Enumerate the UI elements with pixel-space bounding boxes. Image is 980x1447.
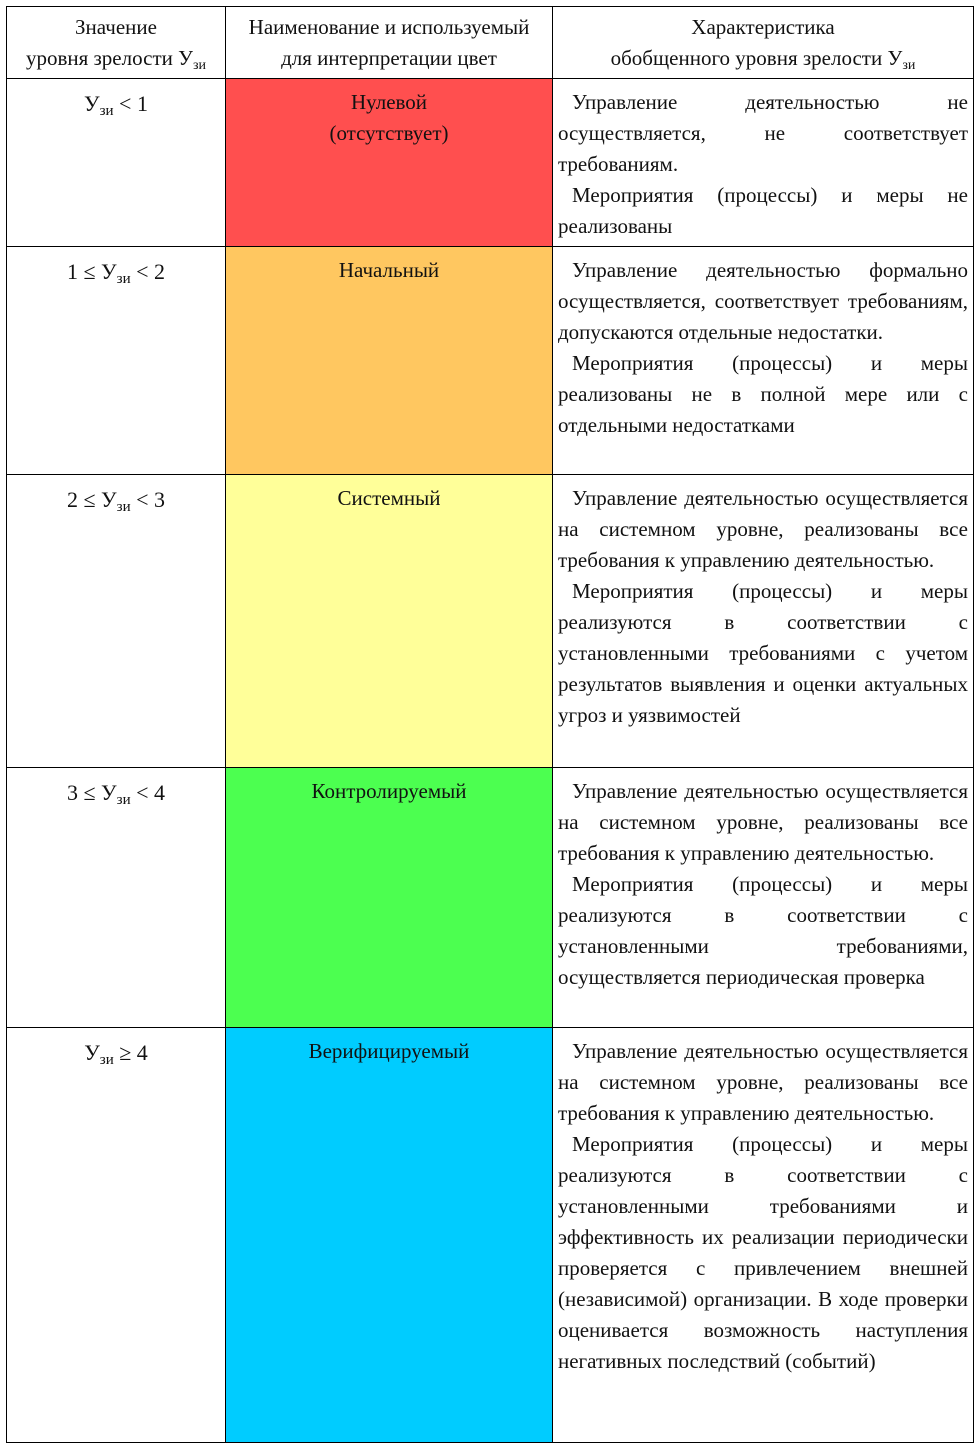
maturity-value-cell: $3 \le У_{зи} < 4$ <box>7 768 226 1028</box>
header-name-color: Наименование и используемый для интерпретации цвет <box>226 7 553 79</box>
level-description-cell: Управление деятельностью формально осуществляется, соответствует требованиям, допускаются отдельные недостатки. Мероприятия (процессы) и меры реализованы не в полной мере или с отдельными недостатками <box>553 247 974 475</box>
level-name-cell: Начальный <box>226 247 553 475</box>
level-description-cell: Управление деятельностью не осуществляется, не соответствует требованиям. Мероприятия (процессы) и меры не реализованы <box>553 79 974 247</box>
header-characteristic: Характеристика обобщенного уровня зрелости $У_{зи}$ <box>553 7 974 79</box>
header-maturity-value: Значение уровня зрелости $У_{зи}$ <box>7 7 226 79</box>
level-name-cell: Верифицируемый <box>226 1028 553 1443</box>
table-row <box>7 247 974 475</box>
level-name-cell: Нулевой (отсутствует) <box>226 79 553 247</box>
level-name-cell: Контролируемый <box>226 768 553 1028</box>
table-row <box>7 1028 974 1443</box>
table-row <box>7 79 974 247</box>
maturity-value-cell: $2 \le У_{зи} < 3$ <box>7 475 226 768</box>
table-header-row <box>7 7 974 79</box>
table-row <box>7 475 974 768</box>
maturity-value-cell: $У_{зи} \ge 4$ <box>7 1028 226 1443</box>
level-name-cell: Системный <box>226 475 553 768</box>
level-description-cell: Управление деятельностью осуществляется на системном уровне, реализованы все требования к управлению деятельностью. Мероприятия (процессы) и меры реализуются в соответствии с установленными требованиями, осуществляется периодическая проверка <box>553 768 974 1028</box>
level-description-cell: Управление деятельностью осуществляется на системном уровне, реализованы все требования к управлению деятельностью. Мероприятия (процессы) и меры реализуются в соответствии с установленными требованиями с учетом результатов выявления и оценки актуальных угроз и уязвимостей <box>553 475 974 768</box>
maturity-value-cell: $1 \le У_{зи} < 2$ <box>7 247 226 475</box>
maturity-value-cell: $У_{зи} < 1$ <box>7 79 226 247</box>
maturity-levels-table <box>6 6 974 1443</box>
table-row <box>7 768 974 1028</box>
level-description-cell: Управление деятельностью осуществляется на системном уровне, реализованы все требования к управлению деятельностью. Мероприятия (процессы) и меры реализуются в соответствии с установленными требованиями и эффективность их реализации периодически проверяется с привлечением внешней (независимой) организации. В ходе проверки оценивается возможность наступления негативных последствий (событий) <box>553 1028 974 1443</box>
